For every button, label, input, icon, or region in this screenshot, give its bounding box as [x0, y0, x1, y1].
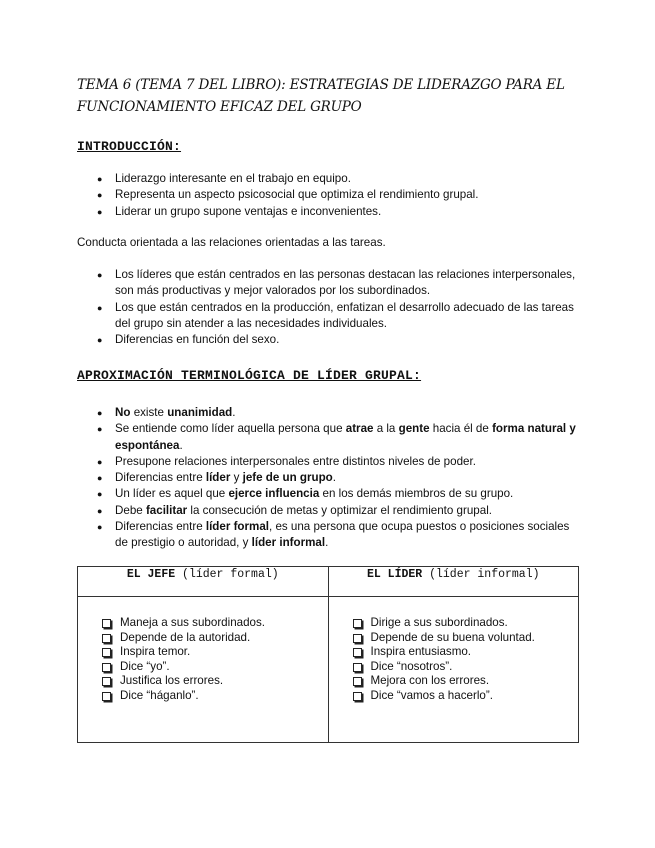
- document-title: TEMA 6 (TEMA 7 DEL LIBRO): ESTRATEGIAS DE LIDERAZGO PARA EL FUNCIONAMIENTO EFICAZ DEL GRUPO: [77, 77, 565, 115]
- checkbox-bullet-icon: [102, 619, 111, 628]
- checkbox-bullet-icon: [102, 648, 111, 657]
- list-item: ● Representa un aspecto psicosocial que optimiza el rendimiento grupal.: [77, 187, 577, 203]
- list-item: Justifica los errores.: [100, 674, 328, 689]
- list-item: Dice “háganlo”.: [100, 689, 328, 704]
- checkbox-bullet-icon: [102, 692, 111, 701]
- list-item: Dirige a sus subordinados.: [351, 616, 579, 631]
- list-item: ● Diferencias entre líder y jefe de un grupo.: [77, 470, 577, 486]
- intro-bullet-list-2: [77, 267, 577, 348]
- checkbox-bullet-icon: [353, 634, 362, 643]
- list-item: Dice “vamos a hacerlo”.: [351, 689, 579, 704]
- bullet-icon: ●: [97, 424, 103, 435]
- table-header-jefe: EL JEFE (líder formal): [78, 567, 329, 597]
- checkbox-bullet-icon: [353, 692, 362, 701]
- list-item: ● Liderar un grupo supone ventajas e inconvenientes.: [77, 204, 577, 220]
- checkbox-bullet-icon: [102, 634, 111, 643]
- checkbox-bullet-icon: [102, 677, 111, 686]
- bullet-icon: ●: [97, 302, 103, 313]
- bullet-icon: ●: [97, 190, 103, 201]
- aprox-bullet-list: [77, 405, 577, 552]
- list-item: ● Diferencias entre líder formal, es una persona que ocupa puestos o posiciones sociales de prestigio o autoridad, y líder informal.: [97, 520, 570, 550]
- list-item: ● Se entiende como líder aquella persona que atrae a la gente hacia él de forma natural y espontánea.: [97, 422, 576, 452]
- intro-paragraph: Conducta orientada a las relaciones orientadas a las tareas.: [77, 236, 386, 249]
- bullet-icon: ●: [97, 456, 103, 467]
- list-item: ● Liderazgo interesante en el trabajo en equipo.: [77, 171, 577, 187]
- intro-heading: INTRODUCCIÓN:: [77, 139, 182, 154]
- bullet-icon: ●: [97, 408, 103, 418]
- list-item: ● Los líderes que están centrados en las personas destacan las relaciones interpersonales, son más productivas y mejor valorados por los subordinados.: [97, 268, 576, 298]
- table-cell-lider: [328, 597, 579, 743]
- bullet-icon: ●: [97, 206, 103, 217]
- list-item: Mejora con los errores.: [351, 674, 579, 689]
- aprox-heading: APROXIMACIÓN TERMINOLÓGICA DE LÍDER GRUPAL:: [77, 368, 422, 383]
- checkbox-bullet-icon: [353, 648, 362, 657]
- list-item: ● Debe facilitar la consecución de metas y optimizar el rendimiento grupal.: [77, 503, 577, 519]
- list-item: Dice “yo”.: [100, 660, 328, 675]
- bullet-icon: ●: [97, 489, 103, 500]
- list-item: ● No existe unanimidad.: [77, 405, 577, 421]
- list-item: Inspira entusiasmo.: [351, 645, 579, 660]
- bullet-icon: ●: [97, 522, 103, 533]
- bullet-icon: ●: [97, 174, 103, 184]
- list-item: ● Los que están centrados en la producción, enfatizan el desarrollo adecuado de las tareas del grupo sin atender a las necesidades individuales.: [97, 300, 574, 330]
- bullet-icon: ●: [97, 505, 103, 516]
- list-item: ● Presupone relaciones interpersonales entre distintos niveles de poder.: [77, 454, 577, 470]
- checkbox-bullet-icon: [353, 677, 362, 686]
- checkbox-bullet-icon: [353, 619, 362, 628]
- intro-bullet-list: [77, 171, 577, 220]
- bullet-icon: ●: [97, 335, 103, 346]
- list-item: Dice “nosotros”.: [351, 660, 579, 675]
- list-item: ● Diferencias en función del sexo.: [77, 332, 577, 348]
- table-cell-jefe: [78, 597, 329, 743]
- list-item: ● Un líder es aquel que ejerce influencia en los demás miembros de su grupo.: [77, 486, 577, 502]
- list-item: Depende de su buena voluntad.: [351, 631, 579, 646]
- bullet-icon: ●: [97, 270, 103, 280]
- table-header-lider: EL LÍDER (líder informal): [328, 567, 579, 597]
- lider-list: [351, 616, 579, 703]
- list-item: Inspira temor.: [100, 645, 328, 660]
- bullet-icon: ●: [97, 473, 103, 484]
- comparison-table: [77, 566, 579, 743]
- list-item: Maneja a sus subordinados.: [100, 616, 328, 631]
- checkbox-bullet-icon: [353, 663, 362, 672]
- list-item: Depende de la autoridad.: [100, 631, 328, 646]
- jefe-list: [100, 616, 328, 703]
- checkbox-bullet-icon: [102, 663, 111, 672]
